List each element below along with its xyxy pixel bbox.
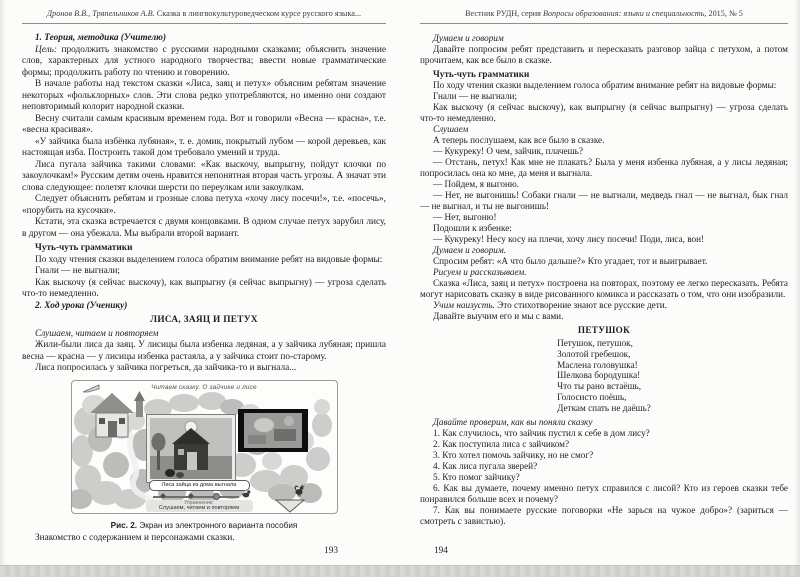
paragraph-threat: Лиса пугала зайчика такими словами: «Как выскочу, выпрыгну, пойдут клочки по закоулочкам!» Русским детям очень нравится непонятная вторая часть угрозы. А значат эти слова следующее: полетят клочки шерсти по переулкам или закоулкам. (22, 159, 386, 193)
tale-paragraph-2: Лиса попросилась у зайчика погреться, да зайчика-то и выгнала... (35, 363, 297, 373)
journal-issue: , 2015, № 5 (704, 9, 743, 18)
paragraph-retell: Давайте попросим ребят представить и пересказать разговор зайца с петухом, а потом прочитаем, как все было в сказке. (420, 44, 788, 65)
screen-title: Читаем сказку. О зайчике и лисе (151, 383, 257, 391)
journal-name: Вестник РУДН, серия (465, 9, 543, 18)
question-item: 3. Кто хотел помочь зайчику, но не смог? (433, 449, 594, 460)
check-understanding-label: Давайте проверим, как вы поняли сказку (433, 416, 593, 427)
memorize-line2: Давайте выучим его и мы с вами. (433, 311, 564, 321)
poem-line: Деткам спать не даёшь? (557, 402, 651, 413)
dialog-line: — Пойдем, я выгоню. (433, 179, 520, 189)
exercise-bar (146, 500, 253, 512)
paragraph-goal (22, 45, 386, 80)
dialog-line: — Отстань, петух! Как мне не плакать? Была у меня избенка лубяная, а у лисы ледяная; попросилась она ко мне, да меня и выгнала. (420, 157, 788, 178)
section2-heading: 2. Ход урока (Ученику) (35, 300, 128, 311)
memorize-lead: Учим наизусть. (433, 300, 495, 310)
scan-edge-right (794, 0, 800, 566)
page-number-194: 194 (434, 546, 448, 556)
question-item: 2. Как поступила лиса с зайчиком? (433, 438, 570, 449)
dialog-line: — Нет, не выгонишь! Собаки гнали — не выгнали, медведь гнал — не выгнал, бык гнал — не выгнал, и ты не выгонишь! (420, 190, 788, 211)
tale-paragraph-1: Жили-были лиса да заяц. У лисицы была избенка ледяная, а у зайчика лубяная; пришла весна — красна — у лисицы избенка растаяла, а у зайчика стоит по-старому. (22, 340, 386, 362)
figure-caption-number: Рис. 2. (110, 520, 138, 530)
think-speak-label-2: Думаем и говорим. (433, 245, 507, 255)
page-right (400, 0, 800, 566)
grammar-line1: Гнали — не выгнали; (35, 266, 121, 276)
figure-caption-text: Экран из электронного варианта пособия (137, 520, 298, 530)
dialog-line: Подошли к избенке: (433, 223, 512, 233)
grammar-intro: По ходу чтения сказки выделением голоса обратим внимание ребят на видовые формы: (35, 254, 383, 265)
poem-line: Что ты рано встаёшь, (557, 381, 642, 392)
tale-title: ЛИСА, ЗАЯЦ И ПЕТУХ (150, 315, 258, 325)
caption-bar: Лиса зайца из дома выгнала (149, 480, 250, 491)
poem-line: Маслена головушка! (557, 359, 638, 370)
running-head-title: Сказка в лингвокультуроведческом курсе русского языка... (154, 9, 362, 18)
question-item: 6. Как вы думаете, почему именно петух справился с лисой? Кто из героев сказки тебе понравился больше всех и почему? (420, 482, 788, 504)
scan-edge-bottom (0, 565, 800, 577)
running-head-right (420, 9, 788, 24)
running-head-left (22, 9, 386, 24)
tale-scene-picture (147, 415, 235, 482)
grammar-line2-right: Как выскочу (я сейчас выскочу), как выпрыгну (я сейчас выпрыгну) — угроза сделать что-то немедленно. (420, 102, 788, 123)
dialog-line: — Кукуреку! Несу косу на плечи, хочу лису посечи! Поди, лиса, вон! (433, 234, 705, 244)
tale-scene-drawing (150, 418, 232, 479)
question-item: 5. Кто помог зайчику? (433, 471, 520, 482)
listen-label: Слушаем (433, 124, 469, 134)
think-speak-label-1: Думаем и говорим (433, 33, 504, 43)
draw-tell-label: Рисуем и рассказываем. (433, 267, 527, 277)
page-left (0, 0, 400, 566)
goal-lead: Цель: (35, 44, 57, 55)
figure-caption (22, 521, 386, 530)
paragraph-spring: Весну считали самым красивым временем года. Вот и говорили «Весна — красна», т.е. «весна красивая». (22, 113, 386, 135)
poem-title: ПЕТУШОК (577, 325, 631, 335)
poem-line: Золотой гребешок, (557, 348, 631, 359)
grammar-heading-right: Чуть-чуть грамматики (433, 69, 530, 79)
exercise-text: Слушаем, читаем и повторяем (158, 505, 240, 511)
poem-line: Шелкова бородушка! (557, 370, 641, 381)
dialog-line: — Кукуреку! О чем, зайчик, плачешь? (433, 146, 583, 156)
paragraph-comic: Сказка «Лиса, заяц и петух» построена на повторах, поэтому ее легко пересказать. Ребята могут нарисовать сказку в виде рисованного комикса и рассказать о том, что они изобразили. (420, 278, 788, 299)
paragraph-guess: Спросим ребят: «А что было дальше?» Кто угадает, тот и выигрывает. (433, 256, 708, 266)
listen-intro: А теперь послушаем, как все было в сказке. (433, 135, 605, 145)
paragraph-memorize (420, 300, 788, 311)
figure-2 (22, 380, 386, 530)
paragraph-rooster-words: Следует объяснить ребятам и грозные слова петуха «хочу лису посечи!», т.е. «посечь», «порубить на кусочки». (22, 194, 386, 216)
grammar-line1-right: Гнали — не выгнали; (433, 91, 518, 101)
poem-line: Петушок, петушок, (557, 338, 633, 348)
grammar-heading: Чуть-чуть грамматики (35, 243, 133, 253)
dialog-line: — Нет, выгоню! (433, 212, 497, 222)
scan-edge-left (0, 0, 6, 566)
grammar-line2: Как выскочу (я сейчас выскочу), как выпрыгну (я сейчас выпрыгну) — угроза сделать что-то немедленно. (22, 277, 386, 299)
slider-knob (213, 493, 220, 500)
video-still-frame (238, 409, 308, 452)
running-head-authors: Дронов В.В., Тряпельников А.В. (46, 9, 155, 18)
bird-icon (242, 489, 251, 498)
next-page-arrow-icon (275, 499, 305, 513)
section1-heading: 1. Теория, методика (Учителю) (35, 33, 167, 43)
paragraph-final: Знакомство с содержанием и персонажами сказки. (35, 532, 235, 543)
activity-label: Слушаем, читаем и повторяем (35, 328, 159, 339)
journal-series: Вопросы образования: языки и специальность (542, 9, 705, 18)
goal-rest: продолжить знакомство с русскими народными сказками; объяснить значение слов, характерных для устного народного творчества; ввести новые грамматические формы; продолжить работу по чтению и говорению. (22, 44, 386, 78)
poem-line: Голосисто поёшь, (557, 391, 627, 402)
playback-slider (153, 496, 239, 498)
question-item: 4. Как лиса пугала зверей? (433, 460, 538, 471)
rooster-icon (294, 484, 305, 497)
exercise-label: Упражнение: (184, 499, 214, 506)
paragraph-folklore: В начале работы над текстом сказки «Лиса, заяц и петух» объясним ребятам значение некоторых «фольклорных» слов. Эти слова редко употребляются, но именно они создают неповторимый колорит народной сказки. (22, 79, 386, 112)
video-still-image (244, 413, 302, 448)
page-number-193: 193 (324, 546, 338, 556)
question-item: 1. Как случилось, что зайчик пустил к себе в дом лису? (433, 427, 650, 438)
memorize-rest: Это стихотворение знают все русские дети. (494, 300, 667, 310)
paragraph-izba: «У зайчика была избёнка лубяная», т. е. домик, покрытый лубом — корой деревьев, как настоящая изба. Построить такой дом требовало умений и труда. (22, 136, 386, 158)
emanual-screenshot (71, 380, 338, 514)
paragraph-endings: Кстати, эта сказка встречается с двумя концовками. В одном случае петух зарубил лису, в другом — она убежала. Мы выбрали второй вариант. (22, 217, 386, 239)
poem-block (557, 338, 651, 414)
question-item: 7. Как вы понимаете русские поговорки «Не зарься на чужое добро»? (зариться — смотреть с завистью). (420, 504, 788, 526)
grammar-intro-right: По ходу чтения сказки выделением голоса обратим внимание ребят на видовые формы: (433, 80, 777, 90)
